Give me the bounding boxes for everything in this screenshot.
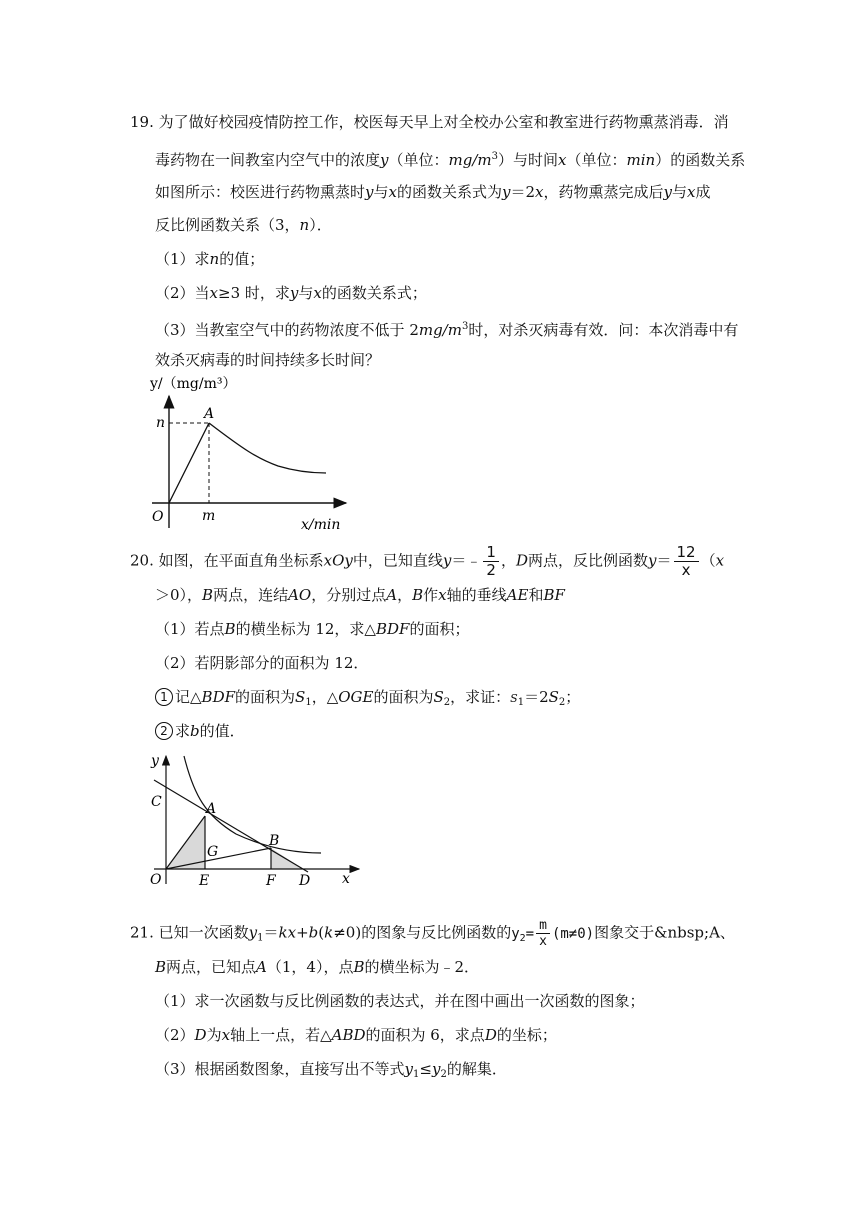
q21-part3: （3）根据函数图象，直接写出不等式$y_1\le y_2$的解集． (155, 1060, 507, 1080)
x-axis-label: x/min (301, 517, 341, 533)
q20-sub2: 2 求b的值． (155, 721, 245, 741)
point-E-label: E (199, 873, 210, 889)
decay-curve (209, 423, 326, 473)
q19-part1: （1）求n的值； (155, 250, 265, 268)
fraction-12-over-x: $\frac{12}{x}$ (674, 544, 699, 579)
question-number: 20. (130, 551, 154, 570)
q20-line2: ＞0），B两点，连结AO，分别过点A，B作x轴的垂线AE和BF (155, 586, 565, 604)
q19-part3-cont: 效杀灭病毒的时间持续多长时间？ (155, 351, 381, 369)
formula-image-y2: $y_2=$ $\frac{m}{x}$ (m≠0) (511, 918, 595, 949)
q19-line4: 反比例函数关系（3，n）． (155, 216, 332, 234)
q19-part2: （2）当x≥3 时，求y与x的函数关系式； (155, 284, 427, 302)
point-B-label: B (269, 833, 280, 849)
q21-part2: （2）D为x轴上一点，若△ABD的面积为 6，求点D的坐标； (155, 1026, 557, 1044)
q21-part1: （1）求一次函数与反比例函数的表达式，并在图中画出一次函数的图象； (155, 992, 645, 1010)
n-label: n (156, 415, 166, 431)
point-F-label: F (266, 873, 276, 889)
point-D-label: D (299, 873, 311, 889)
point-C-label: C (151, 794, 162, 810)
q19-part3: （3）当教室空气中的药物浓度不低于 $2mg/m^3$时，对杀灭病毒有效．问：本次消毒中有 (155, 321, 739, 339)
rising-segment (169, 423, 209, 503)
q21-line2: B两点，已知点A（1，4），点B的横坐标为﹣2． (155, 958, 480, 976)
point-O-label: O (150, 872, 162, 888)
q20-figure (146, 748, 366, 890)
q19-figure (148, 374, 363, 534)
point-A-label: A (206, 801, 217, 817)
m-label: m (202, 508, 216, 524)
origin-label: O (152, 509, 164, 525)
q21-line1: 21. 已知一次函数$y_1=kx+b(k\ne 0)$的图象与反比例函数的$y_2=$ $\frac{m}{x}$ (m≠0)图象交于&nbsp;A、 (130, 918, 735, 949)
question-number: 19. (130, 113, 154, 131)
question-number: 21. (130, 923, 154, 942)
q20-sub1: 1 记△BDF的面积为$S_1$，△OGE的面积为$S_2$，求证：$S_1=2S_2$； (155, 687, 580, 713)
q20-line1: 20. 如图，在平面直角坐标系xOy中，已知直线y＝﹣ $\frac{1}{2}$ ，D两点，反比例函数y＝ $\frac{12}{x}$ （x (130, 543, 725, 579)
y-axis-label: y/（mg/m³） (150, 376, 237, 392)
q19-line3: 如图所示：校医进行药物熏蒸时y与x的函数关系式为y＝2x，药物熏蒸完成后y与x成 (155, 183, 711, 201)
q19-line2: 毒药物在一间教室内空气中的浓度y（单位：$mg/m^3$）与时间x（单位：min）的函数关系 (155, 151, 746, 169)
point-G-label: G (207, 844, 219, 860)
x-axis-label: x (342, 871, 350, 887)
point-A-label: A (204, 406, 215, 422)
y-axis-label: y (151, 753, 159, 769)
fraction-one-half: $\frac{1}{2}$ (483, 544, 499, 579)
q19-line1: 19. 为了做好校园疫情防控工作，校医每天早上对全校办公室和教室进行药物熏蒸消毒．消 (130, 113, 729, 131)
q20-part1: （1）若点B的横坐标为 12，求△BDF的面积； (155, 620, 470, 638)
q20-part2: （2）若阴影部分的面积为 12． (155, 654, 369, 672)
